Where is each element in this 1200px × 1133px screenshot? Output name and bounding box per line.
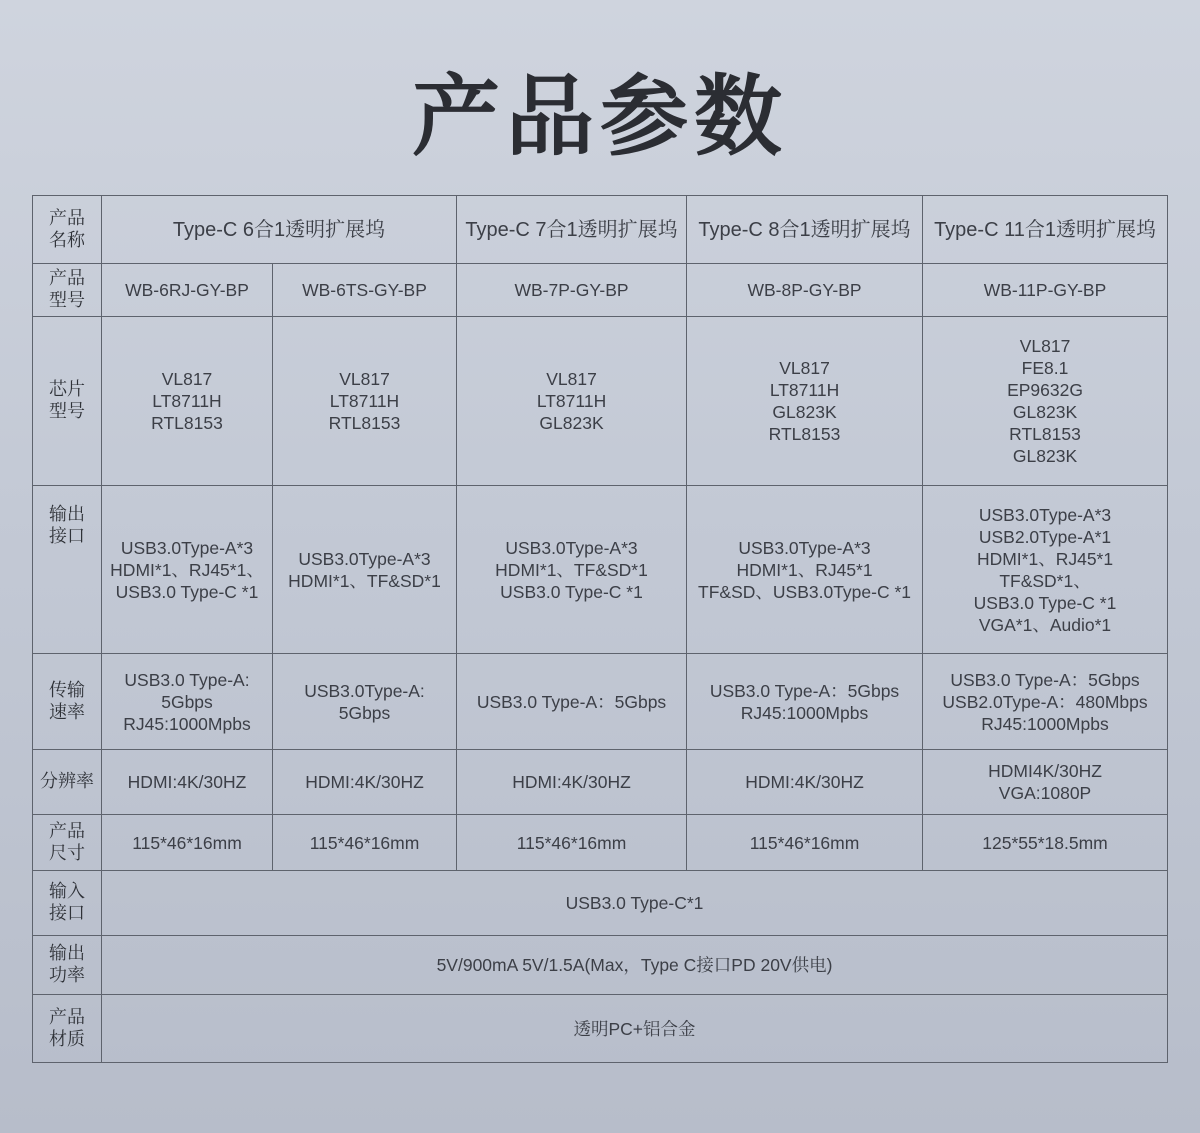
label-input-port: 输入 接口: [33, 871, 102, 936]
cell-material: 透明PC+铝合金: [102, 995, 1168, 1063]
cell-resolution: HDMI:4K/30HZ: [457, 750, 687, 815]
cell-transfer-rate: USB3.0 Type-A：5Gbps USB2.0Type-A：480Mbps RJ45:1000Mpbs: [923, 654, 1168, 750]
cell-chip: VL817 LT8711H RTL8153: [273, 317, 457, 486]
cell-size: 115*46*16mm: [457, 815, 687, 871]
cell-chip: VL817 LT8711H GL823K RTL8153: [687, 317, 923, 486]
page-title: 产品参数: [411, 65, 788, 168]
label-output-ports: 输出 接口: [33, 486, 102, 654]
cell-output-ports: USB3.0Type-A*3 HDMI*1、RJ45*1、 USB3.0 Type-C *1: [102, 486, 273, 654]
cell-transfer-rate: USB3.0 Type-A：5Gbps: [457, 654, 687, 750]
spec-table: [32, 195, 1168, 1063]
label-size: 产品 尺寸: [33, 815, 102, 871]
cell-chip: VL817 LT8711H GL823K: [457, 317, 687, 486]
cell-name-11in1: Type-C 11合1透明扩展坞: [923, 196, 1168, 264]
cell-model: WB-7P-GY-BP: [457, 264, 687, 317]
cell-model: WB-11P-GY-BP: [923, 264, 1168, 317]
cell-resolution: HDMI:4K/30HZ: [273, 750, 457, 815]
label-product-name: 产品 名称: [33, 196, 102, 264]
row-input-port: [33, 871, 1168, 936]
row-product-name: [33, 196, 1168, 264]
cell-output-ports: USB3.0Type-A*3 HDMI*1、RJ45*1 TF&SD、USB3.0Type-C *1: [687, 486, 923, 654]
row-chip: [33, 317, 1168, 486]
row-transfer-rate: [33, 654, 1168, 750]
cell-chip: VL817 LT8711H RTL8153: [102, 317, 273, 486]
cell-size: 115*46*16mm: [687, 815, 923, 871]
row-output-power: [33, 936, 1168, 995]
label-model: 产品 型号: [33, 264, 102, 317]
row-output-ports: [33, 486, 1168, 654]
cell-output-ports: USB3.0Type-A*3 HDMI*1、TF&SD*1: [273, 486, 457, 654]
cell-transfer-rate: USB3.0Type-A: 5Gbps: [273, 654, 457, 750]
cell-resolution: HDMI:4K/30HZ: [102, 750, 273, 815]
cell-size: 115*46*16mm: [273, 815, 457, 871]
cell-resolution: HDMI4K/30HZ VGA:1080P: [923, 750, 1168, 815]
cell-model: WB-8P-GY-BP: [687, 264, 923, 317]
cell-size: 115*46*16mm: [102, 815, 273, 871]
row-resolution: [33, 750, 1168, 815]
row-model: [33, 264, 1168, 317]
cell-output-ports: USB3.0Type-A*3 HDMI*1、TF&SD*1 USB3.0 Type-C *1: [457, 486, 687, 654]
cell-model: WB-6RJ-GY-BP: [102, 264, 273, 317]
cell-name-7in1: Type-C 7合1透明扩展坞: [457, 196, 687, 264]
row-material: [33, 995, 1168, 1063]
label-material: 产品 材质: [33, 995, 102, 1063]
row-size: [33, 815, 1168, 871]
label-resolution: 分辨率: [33, 750, 102, 815]
label-chip: 芯片 型号: [33, 317, 102, 486]
cell-output-power: 5V/900mA 5V/1.5A(Max，Type C接口PD 20V供电): [102, 936, 1168, 995]
cell-resolution: HDMI:4K/30HZ: [687, 750, 923, 815]
cell-transfer-rate: USB3.0 Type-A：5Gbps RJ45:1000Mpbs: [687, 654, 923, 750]
cell-transfer-rate: USB3.0 Type-A: 5Gbps RJ45:1000Mpbs: [102, 654, 273, 750]
cell-size: 125*55*18.5mm: [923, 815, 1168, 871]
cell-model: WB-6TS-GY-BP: [273, 264, 457, 317]
cell-chip: VL817 FE8.1 EP9632G GL823K RTL8153 GL823K: [923, 317, 1168, 486]
cell-input-port: USB3.0 Type-C*1: [102, 871, 1168, 936]
cell-output-ports: USB3.0Type-A*3 USB2.0Type-A*1 HDMI*1、RJ45*1 TF&SD*1、 USB3.0 Type-C *1 VGA*1、Audio*1: [923, 486, 1168, 654]
cell-name-6in1: Type-C 6合1透明扩展坞: [102, 196, 457, 264]
cell-name-8in1: Type-C 8合1透明扩展坞: [687, 196, 923, 264]
label-output-power: 输出 功率: [33, 936, 102, 995]
label-transfer-rate: 传输 速率: [33, 654, 102, 750]
